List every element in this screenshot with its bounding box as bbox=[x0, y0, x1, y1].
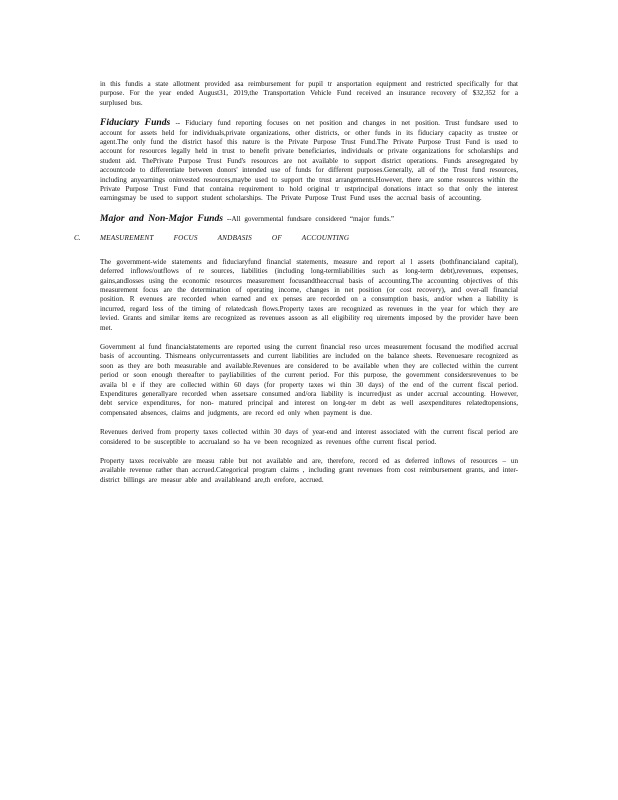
section-title: MEASUREMENT FOCUS ANDBASIS OF ACCOUNTING bbox=[100, 234, 350, 243]
section-heading bbox=[74, 234, 518, 243]
measurement-focus-paragraph: The government-wide statements and fiduciaryfund financial statements, measure and report al l assets (bothfinancialand capital), deferred inflows/outflows of re sources, liabilities (including long-termliabilities such as long-term debt),revenues, expenses, gains,andlosses using the economic resources measurement focusandtheaccrual basis of accounting.The accounting objectives of this measurement focus are the determination of operating income, changes in net position (or cost recovery), and over-all financial position. R evenues are recorded when earned and ex penses are recorded on a consumption basis, and/or when a liability is incurred, regard less of the timing of relatedcash flows.Property taxes are recognized as revenues in the year for which they are levied. Grants and similar items are recognized as revenues assoon as all eligibility req uirements imposed by the provider have been met. bbox=[100, 257, 518, 332]
fiduciary-funds-paragraph bbox=[100, 118, 518, 204]
section-letter: C. bbox=[74, 234, 81, 243]
taxes-receivable-paragraph: Property taxes receivable are measu rable but not available and are, therefore, record ed as deferred inflows of resources – un available revenue rather than accrued.Categorical program claims , including grant revenues from cost reimbursement grants, and inter-district billings are measur able and availableand are,th erefore, accrued. bbox=[100, 457, 518, 484]
major-funds-paragraph bbox=[100, 214, 518, 224]
governmental-funds-paragraph: Government al fund financialstatements are reported using the current financial reso urces measurement focusand the modified accrual basis of accounting. Thismeans onlycurrentassets and current liabilities are included on the balance sheets. Revenuesare recognized as soon as they are both measurable and available.Revenues are considered to be available when they are collected within the current period or soon enough thereafter to payliabilities of the current period. For this purpose, the government considersrevenues to be availa bl e if they are collected within 60 days (for property taxes wi thin 30 days) of the end of the current fiscal period. Expenditures generallyare recorded when assetsare consumed and/ora liability is incurredjust as under accrual accounting. However, debt service expenditures, for non- matured principal and interest on long-ter m debt as well asexpenditures relatedtopensions, compensated absences, claims and judgments, are record ed only when payment is due. bbox=[100, 342, 518, 417]
page-content bbox=[74, 80, 518, 495]
major-funds-text: --All governmental fundsare considered “major funds.” bbox=[226, 214, 395, 223]
intro-paragraph: in this fundis a state allotment provided asa reimbursement for pupil tr ansportation equipment and restricted specifically for that purpose. For the year ended August31, 2019,the Transportation Vehicle Fund received an insurance recovery of $32,352 for a surplused bus. bbox=[100, 80, 518, 107]
fiduciary-funds-heading: Fiduciary Funds bbox=[100, 117, 171, 129]
major-funds-heading: Major and Non-Major Funds bbox=[100, 212, 224, 224]
property-tax-revenue-paragraph: Revenues derived from property taxes collected within 30 days of year-end and interest associated with the current fiscal period are considered to be susceptible to accrualand so ha ve been recognized as revenues ofthe current fiscal period. bbox=[100, 428, 518, 446]
fiduciary-funds-text: -- Fiduciary fund reporting focuses on net position and changes in net position. Trust fundsare used to account for assets held for individuals,private organizations, other districts, or other funds in its fiduciary capacity as trustee or agent.The only fund the district hasof this nature is the Private Purpose Trust Fund.The Private Purpose Trust Fund is used to account for resources legally held in trust to benefit private beneficiaries, individuals or private organizations for scholarships and student aid. ThePrivate Purpose Trust Fund's resources are not available to support district operations. Funds aresegregated by accountcode to differentiate between donors' intended use of funds for different purposes.Generally, all of the Trust fund resources, including anyearnings oninvested resources,maybe used to support the trust arrangements.However, there are some resources within the Private Purpose Trust Fund that containa requirement to hold original tr ustprincipal donations intact so that only the interest earningsmay be used to support student scholarships. The Private Purpose Trust Fund uses the accrual basis of accounting. bbox=[100, 119, 518, 203]
